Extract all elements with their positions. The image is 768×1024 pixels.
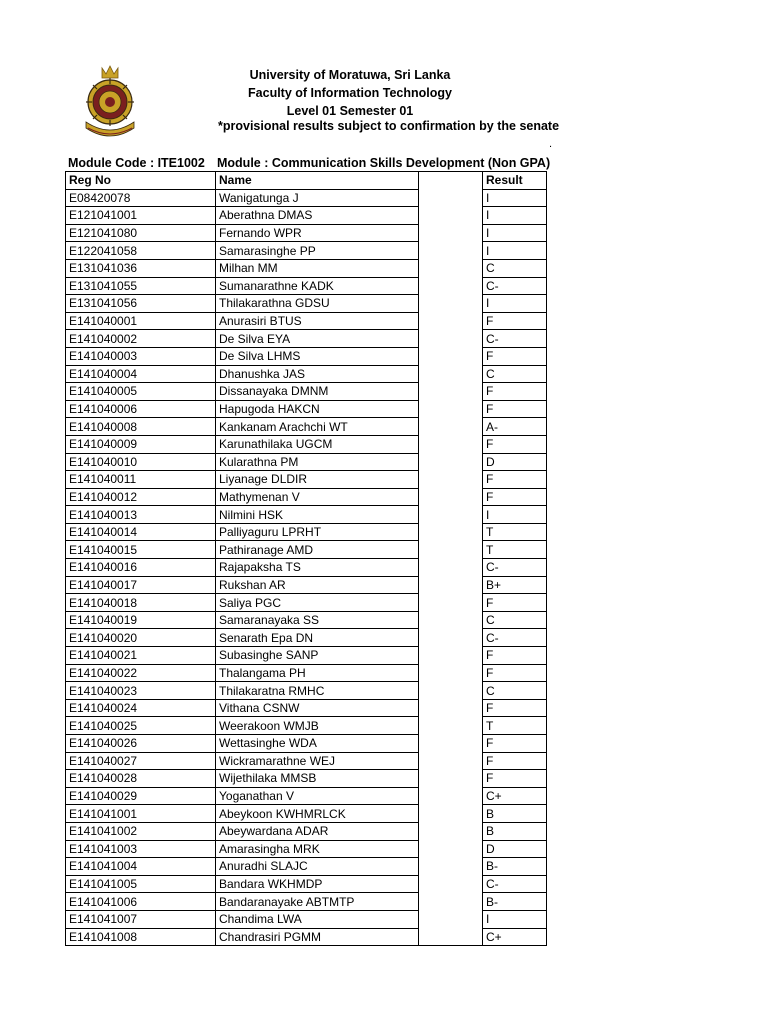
module-name: Module : Communication Skills Development (Non GPA): [217, 156, 551, 170]
table-row: [66, 699, 547, 717]
table-row: [66, 629, 547, 647]
reg-no-cell: E131041036: [66, 259, 216, 277]
blank-cell: [419, 471, 483, 489]
table-row: [66, 735, 547, 753]
table-row: [66, 717, 547, 735]
reg-no-cell: E141040029: [66, 787, 216, 805]
table-row: [66, 242, 547, 260]
result-cell: F: [483, 752, 547, 770]
result-cell: F: [483, 647, 547, 665]
name-cell: Sumanarathne KADK: [216, 277, 419, 295]
name-cell: Liyanage DLDIR: [216, 471, 419, 489]
reg-no-cell: E141041005: [66, 875, 216, 893]
stray-dot: .: [549, 138, 553, 150]
table-row: [66, 418, 547, 436]
table-row: [66, 541, 547, 559]
reg-no-cell: E08420078: [66, 189, 216, 207]
result-cell: C-: [483, 559, 547, 577]
result-cell: F: [483, 471, 547, 489]
name-cell: Chandrasiri PGMM: [216, 928, 419, 946]
table-row: [66, 805, 547, 823]
blank-cell: [419, 910, 483, 928]
blank-cell: [419, 506, 483, 524]
table-row: [66, 277, 547, 295]
name-cell: Amarasingha MRK: [216, 840, 419, 858]
name-cell: Abeykoon KWHMRLCK: [216, 805, 419, 823]
result-cell: T: [483, 523, 547, 541]
reg-no-cell: E141041002: [66, 822, 216, 840]
blank-cell: [419, 735, 483, 753]
blank-cell: [419, 822, 483, 840]
name-cell: Hapugoda HAKCN: [216, 400, 419, 418]
result-cell: B-: [483, 858, 547, 876]
table-row: [66, 858, 547, 876]
reg-no-cell: E141040008: [66, 418, 216, 436]
name-cell: Mathymenan V: [216, 488, 419, 506]
result-cell: C: [483, 611, 547, 629]
name-cell: Wettasinghe WDA: [216, 735, 419, 753]
name-cell: Yoganathan V: [216, 787, 419, 805]
result-cell: C+: [483, 928, 547, 946]
table-row: [66, 822, 547, 840]
name-cell: Anuradhi SLAJC: [216, 858, 419, 876]
name-cell: De Silva EYA: [216, 330, 419, 348]
result-cell: F: [483, 312, 547, 330]
reg-no-cell: E141040021: [66, 647, 216, 665]
reg-no-cell: E141040019: [66, 611, 216, 629]
table-row: [66, 559, 547, 577]
blank-cell: [419, 893, 483, 911]
table-row: [66, 611, 547, 629]
table-row: [66, 875, 547, 893]
name-cell: Bandara WKHMDP: [216, 875, 419, 893]
table-row: [66, 787, 547, 805]
name-cell: Karunathilaka UGCM: [216, 435, 419, 453]
reg-no-cell: E122041058: [66, 242, 216, 260]
blank-cell: [419, 259, 483, 277]
blank-cell: [419, 840, 483, 858]
blank-cell: [419, 629, 483, 647]
result-cell: I: [483, 224, 547, 242]
reg-no-cell: E141040006: [66, 400, 216, 418]
table-row: [66, 840, 547, 858]
result-cell: B: [483, 822, 547, 840]
table-row: [66, 259, 547, 277]
blank-cell: [419, 541, 483, 559]
result-cell: B+: [483, 576, 547, 594]
name-cell: Milhan MM: [216, 259, 419, 277]
result-cell: C+: [483, 787, 547, 805]
result-cell: C-: [483, 330, 547, 348]
table-row: [66, 893, 547, 911]
result-cell: C-: [483, 277, 547, 295]
reg-no-cell: E141041007: [66, 910, 216, 928]
results-table: [65, 171, 547, 946]
result-cell: I: [483, 506, 547, 524]
name-cell: Anurasiri BTUS: [216, 312, 419, 330]
result-cell: B: [483, 805, 547, 823]
reg-no-cell: E141041003: [66, 840, 216, 858]
result-cell: B-: [483, 893, 547, 911]
blank-cell: [419, 770, 483, 788]
reg-no-cell: E141040017: [66, 576, 216, 594]
name-cell: Samarasinghe PP: [216, 242, 419, 260]
result-cell: T: [483, 541, 547, 559]
name-cell: Pathiranage AMD: [216, 541, 419, 559]
reg-no-cell: E141040003: [66, 347, 216, 365]
blank-cell: [419, 189, 483, 207]
blank-cell: [419, 418, 483, 436]
result-cell: I: [483, 242, 547, 260]
reg-no-cell: E141041006: [66, 893, 216, 911]
reg-no-cell: E141040013: [66, 506, 216, 524]
reg-no-cell: E131041055: [66, 277, 216, 295]
reg-no-cell: E121041080: [66, 224, 216, 242]
university-name: University of Moratuwa, Sri Lanka: [249, 68, 451, 82]
reg-no-cell: E121041001: [66, 207, 216, 225]
result-cell: C-: [483, 629, 547, 647]
reg-no-cell: E141040010: [66, 453, 216, 471]
table-row: [66, 682, 547, 700]
blank-cell: [419, 717, 483, 735]
name-cell: Aberathna DMAS: [216, 207, 419, 225]
reg-no-cell: E141040012: [66, 488, 216, 506]
table-row: [66, 928, 547, 946]
header-result: Result: [483, 172, 547, 190]
reg-no-cell: E141040028: [66, 770, 216, 788]
level-semester: Level 01 Semester 01: [286, 104, 414, 118]
reg-no-cell: E141040020: [66, 629, 216, 647]
reg-no-cell: E141040014: [66, 523, 216, 541]
blank-cell: [419, 330, 483, 348]
university-crest-icon: [80, 64, 140, 144]
blank-cell: [419, 523, 483, 541]
name-cell: Chandima LWA: [216, 910, 419, 928]
header-blank: [419, 172, 483, 190]
name-cell: Vithana CSNW: [216, 699, 419, 717]
name-cell: Fernando WPR: [216, 224, 419, 242]
result-cell: F: [483, 435, 547, 453]
result-cell: D: [483, 453, 547, 471]
result-cell: T: [483, 717, 547, 735]
blank-cell: [419, 312, 483, 330]
table-row: [66, 453, 547, 471]
result-cell: C: [483, 365, 547, 383]
blank-cell: [419, 682, 483, 700]
table-row: [66, 383, 547, 401]
table-row: [66, 664, 547, 682]
table-row: [66, 770, 547, 788]
blank-cell: [419, 787, 483, 805]
name-cell: Dissanayaka DMNM: [216, 383, 419, 401]
name-cell: Kularathna PM: [216, 453, 419, 471]
header-reg-no: Reg No: [66, 172, 216, 190]
name-cell: Weerakoon WMJB: [216, 717, 419, 735]
reg-no-cell: E141040027: [66, 752, 216, 770]
result-cell: F: [483, 699, 547, 717]
table-row: [66, 224, 547, 242]
result-cell: I: [483, 189, 547, 207]
table-row: [66, 752, 547, 770]
name-cell: Rajapaksha TS: [216, 559, 419, 577]
blank-cell: [419, 242, 483, 260]
header-name: Name: [216, 172, 419, 190]
blank-cell: [419, 347, 483, 365]
result-cell: C-: [483, 875, 547, 893]
faculty-name: Faculty of Information Technology: [248, 86, 452, 100]
blank-cell: [419, 383, 483, 401]
name-cell: Thilakarathna GDSU: [216, 295, 419, 313]
name-cell: Palliyaguru LPRHT: [216, 523, 419, 541]
name-cell: Wijethilaka MMSB: [216, 770, 419, 788]
reg-no-cell: E141040016: [66, 559, 216, 577]
name-cell: Kankanam Arachchi WT: [216, 418, 419, 436]
reg-no-cell: E141040015: [66, 541, 216, 559]
name-cell: Thalangama PH: [216, 664, 419, 682]
blank-cell: [419, 647, 483, 665]
reg-no-cell: E141041004: [66, 858, 216, 876]
name-cell: Rukshan AR: [216, 576, 419, 594]
table-row: [66, 295, 547, 313]
blank-cell: [419, 611, 483, 629]
reg-no-cell: E141040023: [66, 682, 216, 700]
result-cell: I: [483, 207, 547, 225]
result-cell: C: [483, 259, 547, 277]
reg-no-cell: E141040018: [66, 594, 216, 612]
name-cell: Wanigatunga J: [216, 189, 419, 207]
blank-cell: [419, 224, 483, 242]
name-cell: Samaranayaka SS: [216, 611, 419, 629]
reg-no-cell: E141040025: [66, 717, 216, 735]
reg-no-cell: E141041008: [66, 928, 216, 946]
table-row: [66, 523, 547, 541]
blank-cell: [419, 400, 483, 418]
blank-cell: [419, 435, 483, 453]
table-header-row: [66, 172, 547, 190]
reg-no-cell: E141040022: [66, 664, 216, 682]
result-cell: A-: [483, 418, 547, 436]
document-header: [200, 66, 560, 133]
reg-no-cell: E141040001: [66, 312, 216, 330]
name-cell: Wickramarathne WEJ: [216, 752, 419, 770]
table-row: [66, 365, 547, 383]
blank-cell: [419, 858, 483, 876]
name-cell: De Silva LHMS: [216, 347, 419, 365]
blank-cell: [419, 699, 483, 717]
table-row: [66, 347, 547, 365]
table-row: [66, 312, 547, 330]
blank-cell: [419, 277, 483, 295]
blank-cell: [419, 664, 483, 682]
blank-cell: [419, 928, 483, 946]
table-row: [66, 594, 547, 612]
name-cell: Subasinghe SANP: [216, 647, 419, 665]
blank-cell: [419, 559, 483, 577]
table-row: [66, 471, 547, 489]
result-cell: F: [483, 347, 547, 365]
reg-no-cell: E141041001: [66, 805, 216, 823]
table-row: [66, 330, 547, 348]
blank-cell: [419, 752, 483, 770]
result-cell: F: [483, 383, 547, 401]
name-cell: Thilakaratna RMHC: [216, 682, 419, 700]
blank-cell: [419, 576, 483, 594]
result-cell: D: [483, 840, 547, 858]
reg-no-cell: E141040002: [66, 330, 216, 348]
reg-no-cell: E141040024: [66, 699, 216, 717]
name-cell: Senarath Epa DN: [216, 629, 419, 647]
table-row: [66, 400, 547, 418]
reg-no-cell: E141040005: [66, 383, 216, 401]
table-row: [66, 576, 547, 594]
name-cell: Nilmini HSK: [216, 506, 419, 524]
blank-cell: [419, 875, 483, 893]
reg-no-cell: E141040009: [66, 435, 216, 453]
result-cell: I: [483, 910, 547, 928]
reg-no-cell: E141040011: [66, 471, 216, 489]
table-row: [66, 910, 547, 928]
blank-cell: [419, 295, 483, 313]
name-cell: Saliya PGC: [216, 594, 419, 612]
blank-cell: [419, 453, 483, 471]
table-row: [66, 647, 547, 665]
blank-cell: [419, 207, 483, 225]
blank-cell: [419, 488, 483, 506]
result-cell: F: [483, 488, 547, 506]
result-cell: I: [483, 295, 547, 313]
blank-cell: [419, 365, 483, 383]
result-cell: F: [483, 594, 547, 612]
blank-cell: [419, 805, 483, 823]
provisional-note: *provisional results subject to confirmation by the senate: [218, 119, 560, 133]
table-row: [66, 488, 547, 506]
table-row: [66, 435, 547, 453]
result-cell: F: [483, 400, 547, 418]
name-cell: Dhanushka JAS: [216, 365, 419, 383]
reg-no-cell: E141040004: [66, 365, 216, 383]
name-cell: Abeywardana ADAR: [216, 822, 419, 840]
result-cell: C: [483, 682, 547, 700]
reg-no-cell: E131041056: [66, 295, 216, 313]
table-row: [66, 506, 547, 524]
module-code: Module Code : ITE1002: [68, 156, 205, 170]
result-cell: F: [483, 735, 547, 753]
name-cell: Bandaranayake ABTMTP: [216, 893, 419, 911]
table-row: [66, 189, 547, 207]
result-cell: F: [483, 770, 547, 788]
reg-no-cell: E141040026: [66, 735, 216, 753]
blank-cell: [419, 594, 483, 612]
table-row: [66, 207, 547, 225]
result-cell: F: [483, 664, 547, 682]
